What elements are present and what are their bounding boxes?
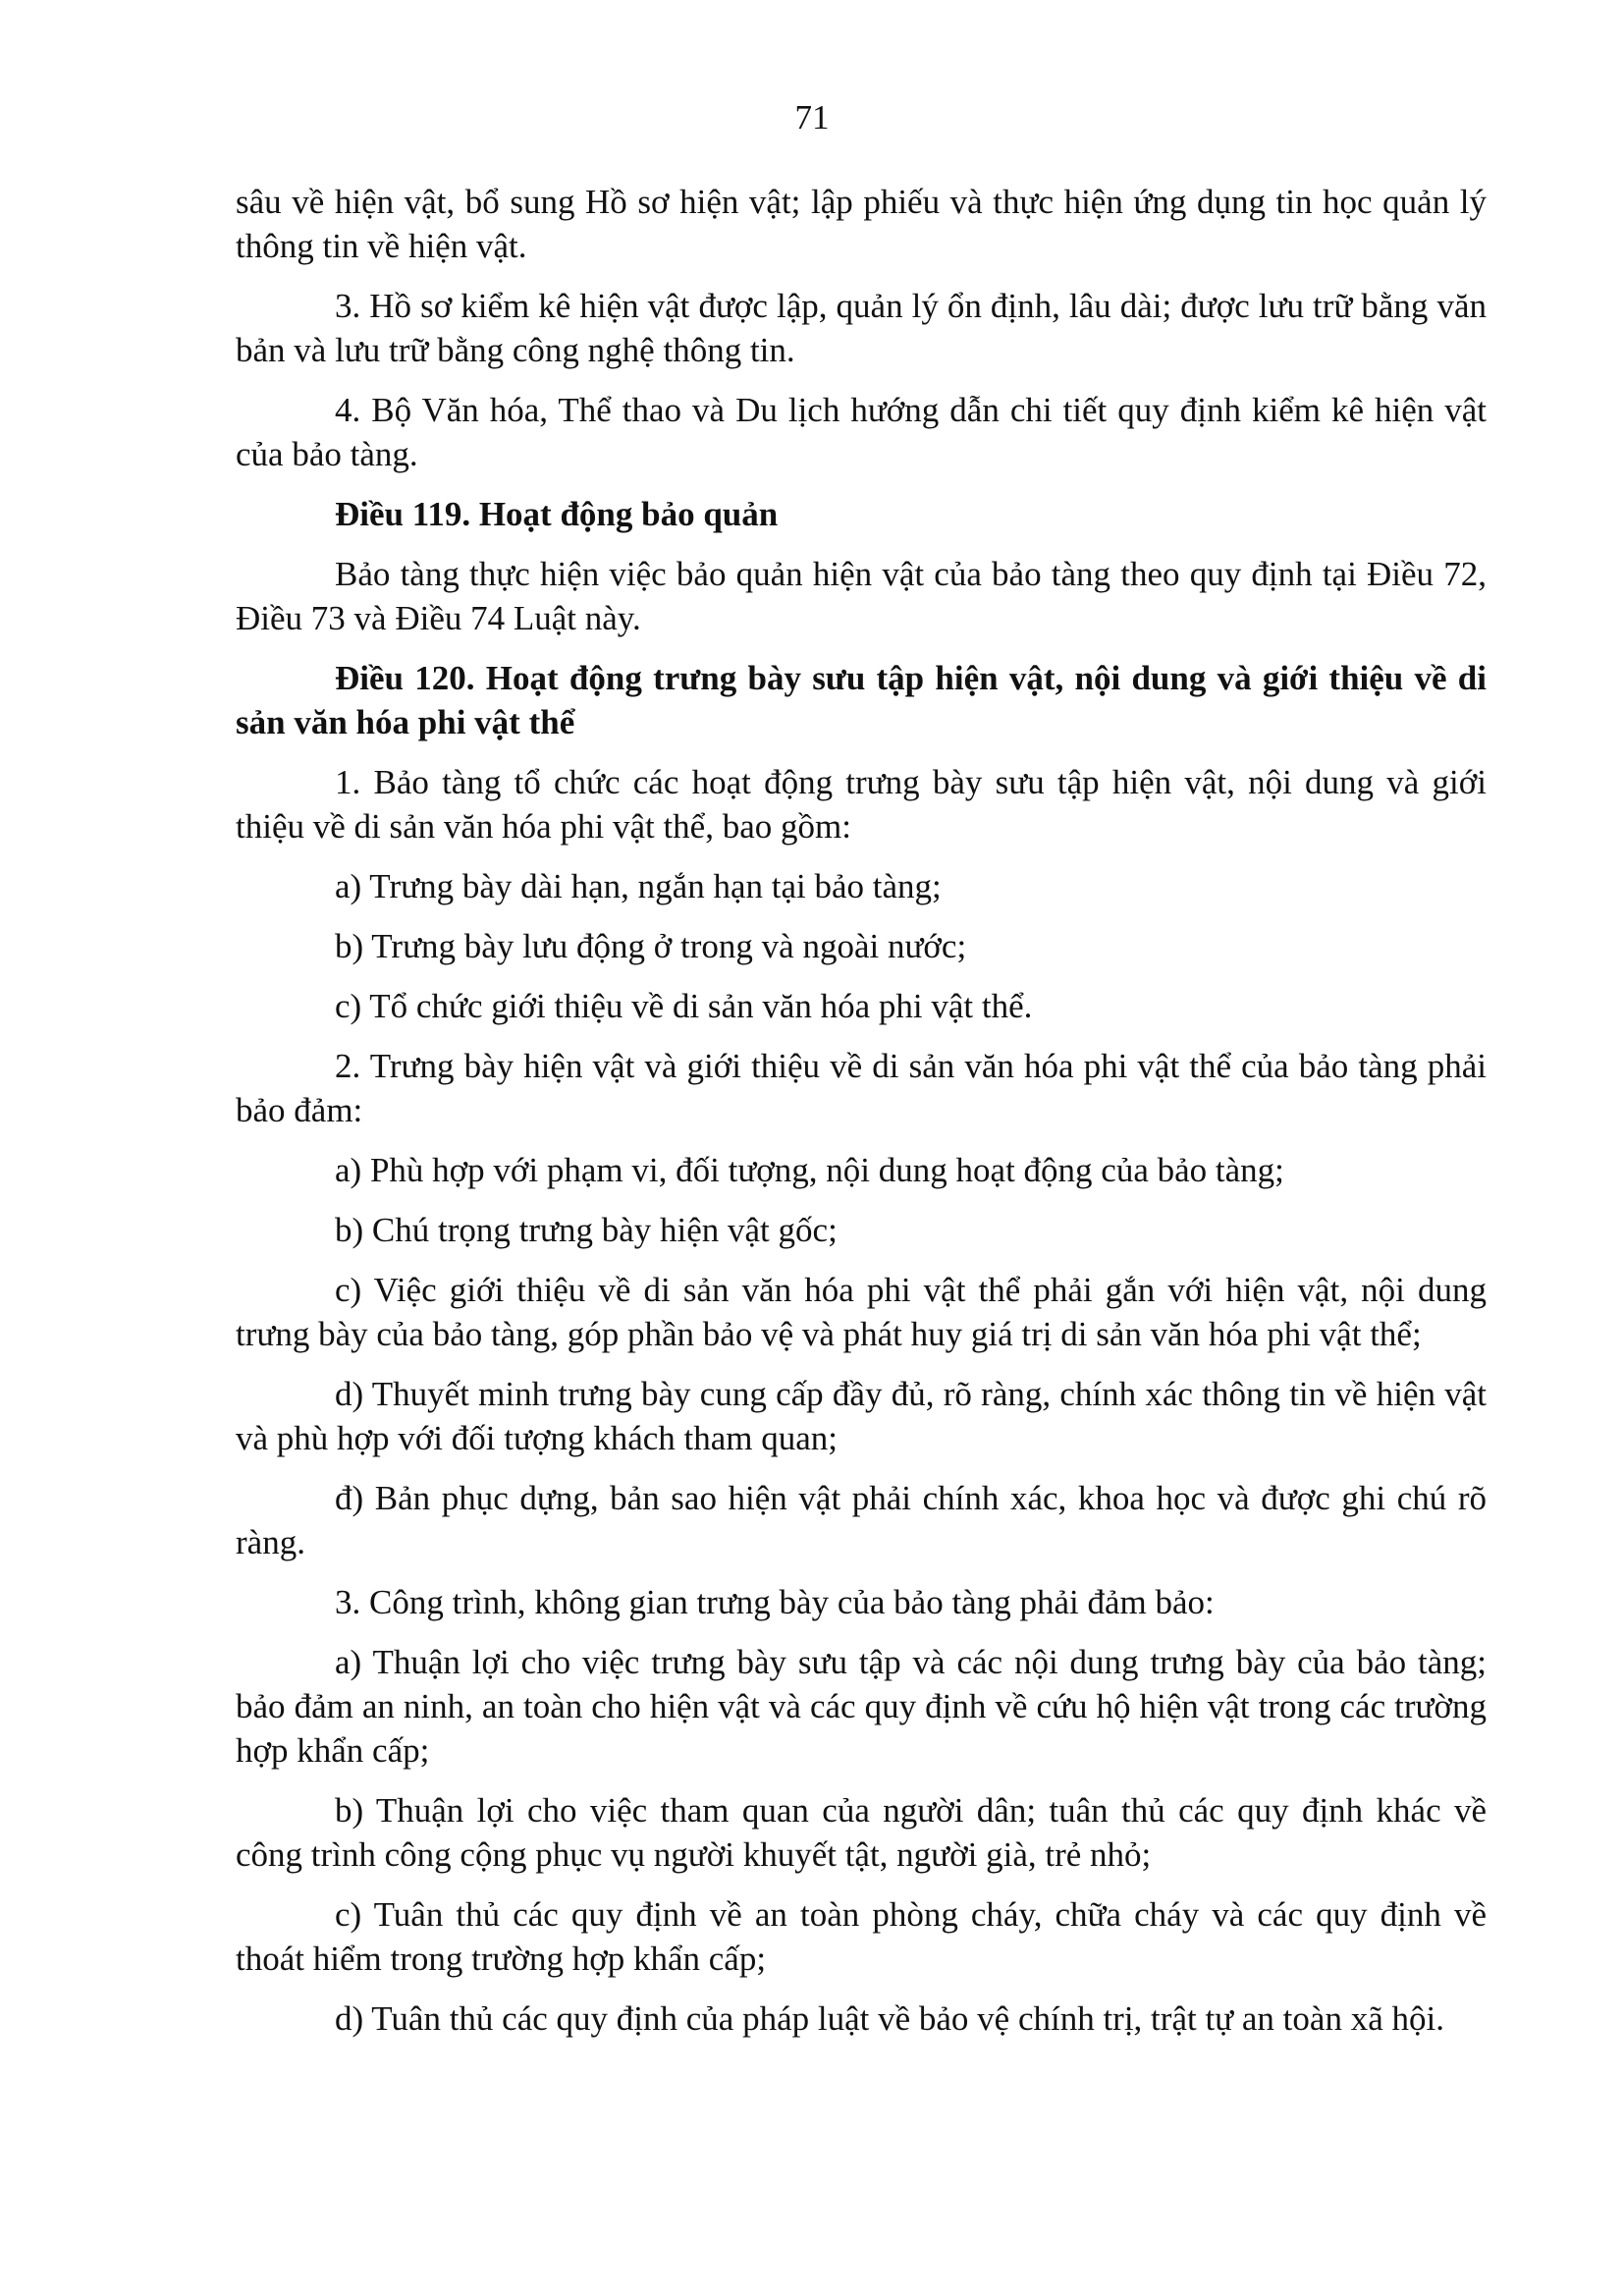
paragraph: 1. Bảo tàng tổ chức các hoạt động trưng bày sưu tập hiện vật, nội dung và giới thiệu về di sản văn hóa phi vật thể, bao gồm:: [236, 763, 1487, 846]
page-number: 71: [794, 98, 830, 137]
list-item: b) Chú trọng trưng bày hiện vật gốc;: [335, 1211, 838, 1249]
paragraph: sâu về hiện vật, bổ sung Hồ sơ hiện vật; lập phiếu và thực hiện ứng dụng tin học quản lý thông tin về hiện vật.: [236, 183, 1487, 265]
list-item: c) Tổ chức giới thiệu về di sản văn hóa phi vật thể.: [335, 987, 1033, 1025]
article-heading: Điều 120. Hoạt động trưng bày sưu tập hiện vật, nội dung và giới thiệu về di sản văn hóa phi vật thể: [236, 659, 1487, 741]
paragraph: 3. Hồ sơ kiểm kê hiện vật được lập, quản lý ổn định, lâu dài; được lưu trữ bằng văn bản và lưu trữ bằng công nghệ thông tin.: [236, 287, 1487, 369]
paragraph: Bảo tàng thực hiện việc bảo quản hiện vật của bảo tàng theo quy định tại Điều 72, Điều 73 và Điều 74 Luật này.: [236, 555, 1487, 637]
list-item: d) Thuyết minh trưng bày cung cấp đầy đủ, rõ ràng, chính xác thông tin về hiện vật và phù hợp với đối tượng khách tham quan;: [236, 1375, 1487, 1457]
list-item: b) Trưng bày lưu động ở trong và ngoài nước;: [335, 927, 967, 965]
paragraph: 2. Trưng bày hiện vật và giới thiệu về di sản văn hóa phi vật thể của bảo tàng phải bảo đảm:: [236, 1047, 1487, 1129]
list-item: d) Tuân thủ các quy định của pháp luật về bảo vệ chính trị, trật tự an toàn xã hội.: [335, 1999, 1444, 2038]
list-item: a) Thuận lợi cho việc trưng bày sưu tập và các nội dung trưng bày của bảo tàng; bảo đảm an ninh, an toàn cho hiện vật và các quy định về cứu hộ hiện vật trong các trường hợp khẩn cấp;: [236, 1643, 1487, 1770]
paragraph: 3. Công trình, không gian trưng bày của bảo tàng phải đảm bảo:: [335, 1583, 1215, 1621]
document-body: [236, 180, 1487, 2056]
list-item: c) Tuân thủ các quy định về an toàn phòng cháy, chữa cháy và các quy định về thoát hiểm trong trường hợp khẩn cấp;: [236, 1895, 1487, 1978]
list-item: b) Thuận lợi cho việc tham quan của người dân; tuân thủ các quy định khác về công trình công cộng phục vụ người khuyết tật, người già, trẻ nhỏ;: [236, 1791, 1487, 1874]
article-heading: Điều 119. Hoạt động bảo quản: [335, 495, 779, 533]
list-item: a) Trưng bày dài hạn, ngắn hạn tại bảo tàng;: [335, 867, 942, 905]
paragraph: 4. Bộ Văn hóa, Thể thao và Du lịch hướng dẫn chi tiết quy định kiểm kê hiện vật của bảo tàng.: [236, 391, 1487, 473]
list-item: c) Việc giới thiệu về di sản văn hóa phi vật thể phải gắn với hiện vật, nội dung trưng bày của bảo tàng, góp phần bảo vệ và phát huy giá trị di sản văn hóa phi vật thể;: [236, 1271, 1487, 1353]
list-item: a) Phù hợp với phạm vi, đối tượng, nội dung hoạt động của bảo tàng;: [335, 1151, 1284, 1189]
list-item: đ) Bản phục dựng, bản sao hiện vật phải chính xác, khoa học và được ghi chú rõ ràng.: [236, 1479, 1487, 1561]
